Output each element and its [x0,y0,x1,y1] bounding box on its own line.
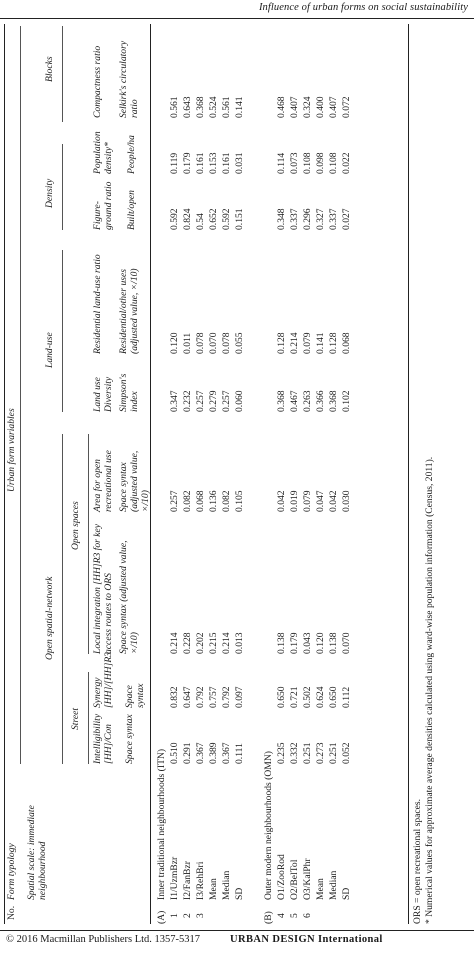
col-population-density: Population density* [92,131,114,174]
col-figure-ground: Figure-ground ratio [92,181,114,230]
table-cell: 0.042 [276,490,287,512]
table-cell: 0.367 [195,742,206,764]
table-cell: 0.367 [221,742,232,764]
table-cell: 0.792 [195,686,206,708]
table-cell: 0.138 [276,632,287,654]
table-cell: 0.070 [208,332,219,354]
copyright: © 2016 Macmillan Publishers Ltd. 1357-5317 [6,934,201,945]
col-land-use-diversity: Land use Diversity [92,376,114,412]
table-cell: 0.824 [182,208,193,230]
row-name: SD [234,887,245,900]
table-cell: 0.561 [169,96,180,118]
header-density: Density [44,178,55,208]
table-cell: 0.650 [276,686,287,708]
table-cell: 0.151 [234,208,245,230]
table-cell: 0.202 [195,632,206,654]
table-cell: 0.068 [195,490,206,512]
table-cell: 0.072 [341,96,352,118]
table-cell: 0.011 [182,332,193,354]
table-cell: 0.757 [208,686,219,708]
row-name: I1/UzmBzr [169,856,180,900]
table-cell: 0.027 [341,208,352,230]
table-note-density: * Numerical values for approximate average densities calculated using ward-wise population information (Census, 2011). [424,456,435,924]
table-cell: 0.179 [182,152,193,174]
col-land-use-diversity-unit: Simpson's index [118,373,140,412]
table-cell: 0.650 [328,686,339,708]
blocks-rule [62,26,63,122]
table-cell: 0.070 [341,632,352,654]
table-cell: 0.111 [234,743,245,764]
table-cell: 0.055 [234,332,245,354]
header-open-spatial-network: Open spatial-network [44,576,55,660]
table-cell: 0.153 [208,152,219,174]
table-cell: 0.467 [289,390,300,412]
table-cell: 0.592 [169,208,180,230]
table-cell: 0.214 [169,632,180,654]
table-cell: 0.141 [315,332,326,354]
table-cell: 0.043 [302,632,313,654]
table-cell: 0.119 [169,152,180,174]
table-cell: 0.366 [315,390,326,412]
col-local-integration-unit: Space syntax (adjusted value, ×/10) [118,540,140,654]
table-cell: 0.102 [341,390,352,412]
table-cell: 0.327 [315,208,326,230]
table-cell: 0.128 [276,332,287,354]
header-street: Street [70,707,81,730]
table-cell: 0.647 [182,686,193,708]
table-cell: 0.257 [221,390,232,412]
col-synergy: Synergy [HH]/[HH]R3 [92,652,114,708]
density-rule [62,144,63,230]
table-cell: 0.022 [341,152,352,174]
table-cell: 0.136 [208,490,219,512]
group-title: Outer modern neighbourhoods (OMN) [263,751,274,900]
table-cell: 0.079 [302,332,313,354]
street-rule [88,672,89,764]
table-cell: 0.114 [276,152,287,174]
table-cell: 0.624 [315,686,326,708]
table-top-rule [4,24,5,924]
table-cell: 0.120 [169,332,180,354]
table-cell: 0.098 [315,152,326,174]
col-compactness: Compactness ratio [92,45,103,118]
table-cell: 0.592 [221,208,232,230]
journal-name: URBAN DESIGN International [230,934,383,945]
table-cell: 0.721 [289,686,300,708]
table-cell: 0.179 [289,632,300,654]
col-open-recreational-unit: Space syntax (adjusted value, ×/10) [118,450,151,512]
table-cell: 0.112 [341,686,352,708]
form-variables-rule [20,26,21,764]
col-compactness-unit: Selkirk's circulatory ratio [118,40,140,118]
row-name: I3/RehBri [195,861,206,900]
table-cell: 0.068 [341,332,352,354]
table-cell: 0.368 [276,390,287,412]
row-name: O2/BelTol [289,859,300,900]
table-cell: 0.228 [182,632,193,654]
landuse-rule [62,250,63,412]
table-cell: 0.652 [208,208,219,230]
col-residential-ratio-unit: Residential/other uses (adjusted value, ×/10) [118,268,140,354]
row-name: O1/ZooRod [276,854,287,900]
table-cell: 0.030 [341,490,352,512]
table-cell: 0.502 [302,686,313,708]
table-cell: 0.082 [182,490,193,512]
table-cell: 0.161 [195,152,206,174]
table-cell: 0.013 [234,632,245,654]
table-cell: 0.643 [182,96,193,118]
table-cell: 0.54 [195,213,206,230]
table-cell: 0.060 [234,390,245,412]
table-cell: 0.832 [169,686,180,708]
table-cell: 0.337 [289,208,300,230]
row-name: Median [221,870,232,900]
table-cell: 0.019 [289,490,300,512]
table-cell: 0.141 [234,96,245,118]
col-open-recreational: Area for open recreational use [92,450,114,512]
row-name: Median [328,870,339,900]
table-cell: 0.128 [328,332,339,354]
table-cell: 0.235 [276,742,287,764]
group-label: (B) [263,911,274,924]
table-cell: 0.257 [195,390,206,412]
table-cell: 0.348 [276,208,287,230]
header-form-typology: Form typology [6,843,17,900]
header-blocks: Blocks [44,56,55,82]
table-cell: 0.273 [315,742,326,764]
table-cell: 0.400 [315,96,326,118]
table-cell: 0.108 [328,152,339,174]
table-cell: 0.407 [328,96,339,118]
row-number: 3 [195,913,206,918]
row-number: 6 [302,913,313,918]
header-no: No. [6,905,17,920]
table-cell: 0.214 [221,632,232,654]
col-synergy-unit: Space syntax [124,683,146,708]
table-cell: 0.079 [302,490,313,512]
table-cell: 0.251 [302,742,313,764]
table-cell: 0.078 [195,332,206,354]
row-name: Mean [208,878,219,900]
col-residential-ratio: Residential land-use ratio [92,254,103,354]
table-cell: 0.792 [221,686,232,708]
table-cell: 0.524 [208,96,219,118]
table-cell: 0.082 [221,490,232,512]
table-cell: 0.031 [234,152,245,174]
table-cell: 0.073 [289,152,300,174]
table-cell: 0.257 [169,490,180,512]
header-land-use: Land-use [44,332,55,368]
table-cell: 0.368 [195,96,206,118]
rotated-table [0,20,474,930]
row-number: 4 [276,913,287,918]
table-cell: 0.347 [169,390,180,412]
table-cell: 0.042 [328,490,339,512]
running-title: Influence of urban forms on social sustainability [258,2,468,13]
table-cell: 0.337 [328,208,339,230]
table-cell: 0.561 [221,96,232,118]
page-footer [0,930,474,953]
network-rule [62,434,63,764]
table-cell: 0.078 [221,332,232,354]
table-cell: 0.291 [182,742,193,764]
table-cell: 0.263 [302,390,313,412]
table-cell: 0.407 [289,96,300,118]
col-intelligibility-unit: Space syntax [124,714,135,764]
table-cell: 0.368 [328,390,339,412]
table-cell: 0.296 [302,208,313,230]
row-number: 5 [289,913,300,918]
table-cell: 0.052 [341,742,352,764]
table-cell: 0.047 [315,490,326,512]
table-cell: 0.105 [234,490,245,512]
row-number: 2 [182,913,193,918]
row-name: I2/FanBzr [182,861,193,900]
row-name: O3/KalPhr [302,858,313,900]
table-cell: 0.161 [221,152,232,174]
table-cell: 0.332 [289,742,300,764]
table-cell: 0.251 [328,742,339,764]
group-label: (A) [156,910,167,924]
table-cell: 0.510 [169,742,180,764]
group-title: Inner traditional neighbourhoods (ITN) [156,748,167,900]
row-number: 1 [169,913,180,918]
table-cell: 0.097 [234,686,245,708]
header-urban-form-variables: Urban form variables [6,408,17,492]
row-name: SD [341,887,352,900]
header-spatial-scale: Spatial scale: immediate neighbourhood [26,805,48,900]
table-cell: 0.389 [208,742,219,764]
table-cell: 0.468 [276,96,287,118]
col-intelligibility: Intelligibility [HH]/Con [92,713,114,764]
table-cell: 0.324 [302,96,313,118]
open-spaces-rule [88,434,89,654]
header-open-spaces: Open spaces [70,501,81,550]
col-population-density-unit: People/ha [126,135,137,174]
row-name: Mean [315,878,326,900]
page-header [0,0,474,19]
table-bottom-rule [408,24,409,924]
table-cell: 0.214 [289,332,300,354]
col-local-integration: Local integration [HH]R3 for key access routes to ORS [92,523,114,654]
table-cell: 0.138 [328,632,339,654]
table-note-ors: ORS = open recreational spaces. [412,798,423,924]
table-cell: 0.232 [182,390,193,412]
col-figure-ground-unit: Built/open [126,190,137,230]
table-cell: 0.108 [302,152,313,174]
table-cell: 0.215 [208,632,219,654]
table-cell: 0.279 [208,390,219,412]
table-cell: 0.120 [315,632,326,654]
